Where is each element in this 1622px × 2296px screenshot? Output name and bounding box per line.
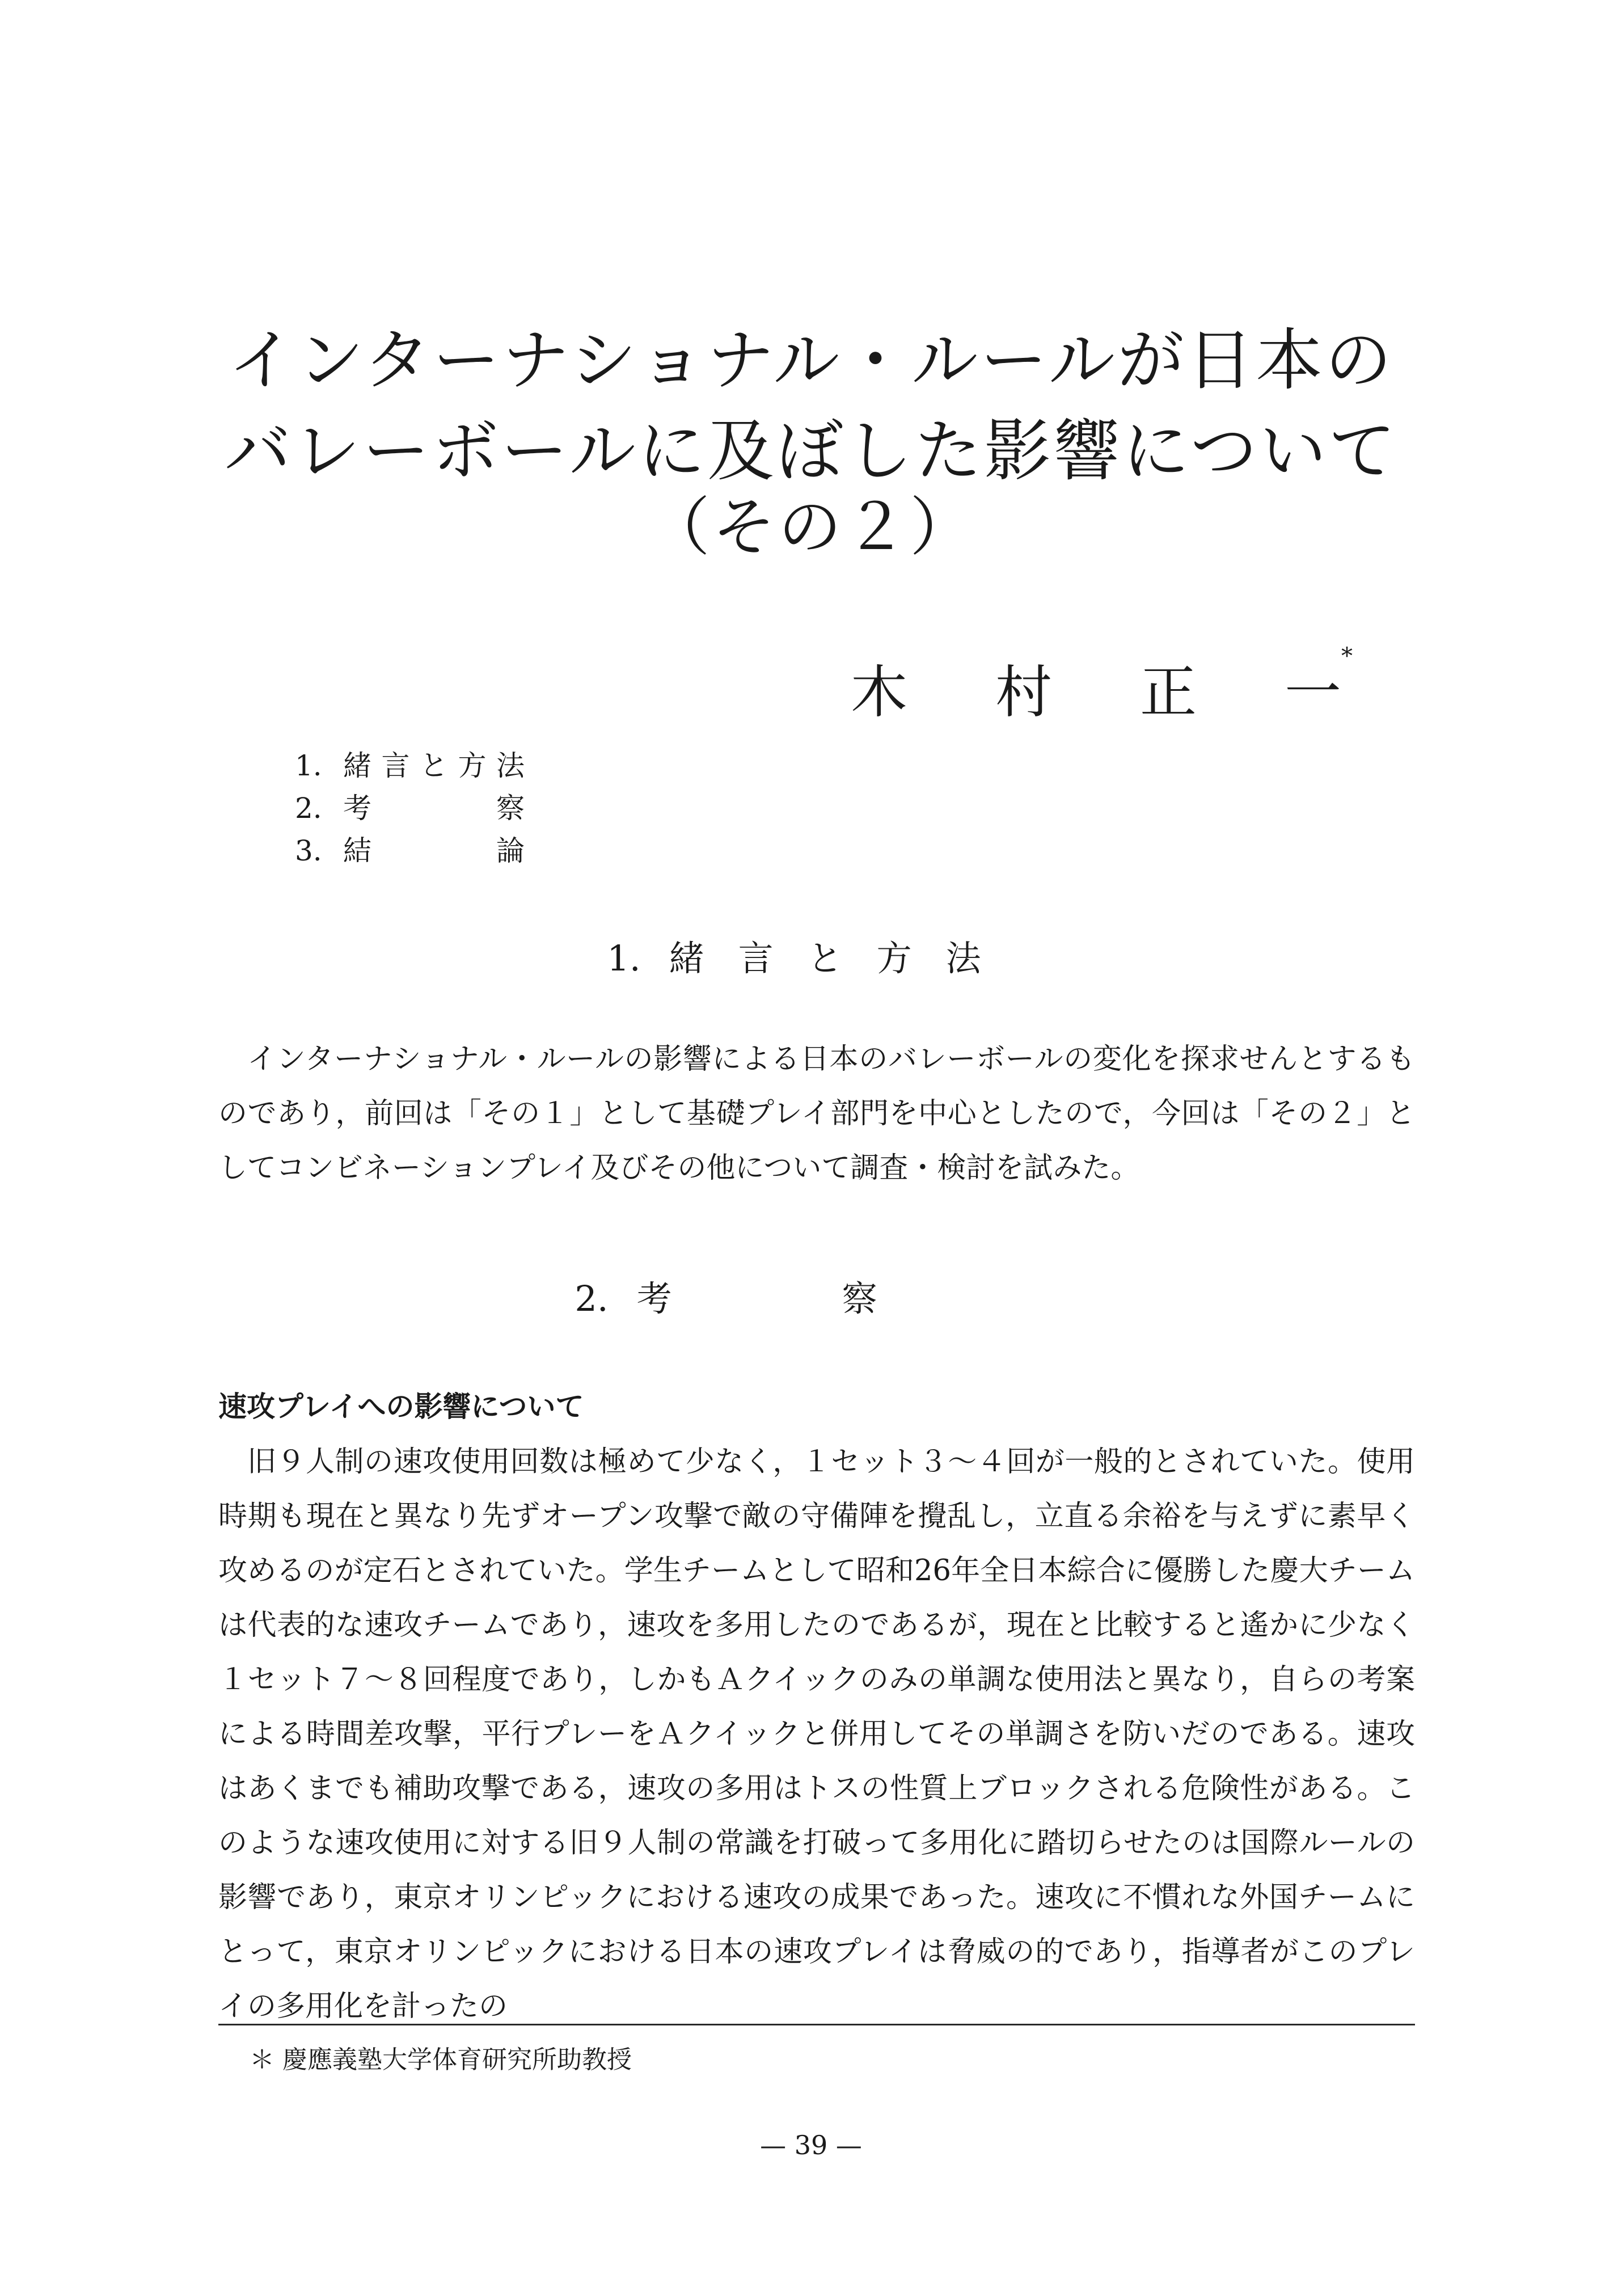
section-number: 2.: [575, 1278, 609, 1319]
author-name: [851, 643, 1361, 728]
footnote-divider: [218, 2024, 1415, 2025]
author-char: 木: [851, 659, 907, 725]
author-char: 一: [1285, 659, 1341, 725]
section-title: 緒言と方法: [669, 938, 1015, 979]
toc-label: 結論: [343, 834, 525, 867]
title-line-2: バレーボールに及ぼした影響について: [224, 412, 1398, 490]
footnote: ＊ 慶應義塾大学体育研究所助教授: [250, 2045, 632, 2074]
intro-paragraph: インターナショナル・ルールの影響による日本のバレーボールの変化を探求せんとするものであり，前回は「その１」として基礎プレイ部門を中心としたので，今回は「その２」としてコンビネーションプレイ及びその他について調査・検討を試みた。: [218, 1043, 1415, 1185]
author-char: 村: [995, 659, 1052, 725]
toc-number: 1.: [295, 749, 322, 782]
toc-number: 2.: [295, 792, 322, 825]
page-number: — 39 —: [760, 2130, 862, 2160]
author-char: 正: [1140, 659, 1197, 725]
table-of-contents: [295, 743, 525, 871]
title-line-3: （その２）: [647, 491, 975, 564]
title-line-1: インターナショナル・ルールが日本の: [227, 321, 1395, 399]
body-paragraph: 旧９人制の速攻使用回数は極めて少なく，１セット３～４回が一般的とされていた。使用時期も現在と異なり先ずオープン攻撃で敵の守備陣を攪乱し，立直る余裕を与えずに素早く攻めるのが定石とされていた。学生チームとして昭和26年全日本綜合に優勝した慶大チームは代表的な速攻チームであり，速攻を多用したのであるが，現在と比較すると遙かに少なく１セット７～８回程度であり，しかもＡクイックのみの単調な使用法と異なり，自らの考案による時間差攻撃，平行プレーをＡクイックと併用してその単調さを防いだのである。速攻はあくまでも補助攻撃である，速攻の多用はトスの性質上ブロックされる危険性がある。このような速攻使用に対する旧９人制の常識を打破って多用化に踏切らせたのは国際ルールの影響であり，東京オリンピックにおける速攻の成果であった。速攻に不慣れな外国チームにとって，東京オリンピックにおける日本の速攻プレイは脅威の的であり，指導者がこのプレイの多用化を計ったの: [218, 1445, 1415, 2023]
section-2-heading: [0, 1271, 1622, 1321]
section-1-heading: [0, 930, 1622, 981]
subsection-heading: 速攻プレイへの影響について: [218, 1390, 584, 1423]
section-title: 考察: [636, 1278, 1047, 1319]
toc-item: [295, 828, 525, 871]
author-footnote-mark: *: [1341, 643, 1353, 669]
section-number: 1.: [607, 938, 641, 979]
toc-label: 考察: [343, 792, 525, 825]
toc-number: 3.: [295, 834, 322, 867]
toc-item: [295, 743, 525, 786]
toc-label: 緒言と方法: [343, 749, 525, 782]
toc-item: [295, 786, 525, 828]
